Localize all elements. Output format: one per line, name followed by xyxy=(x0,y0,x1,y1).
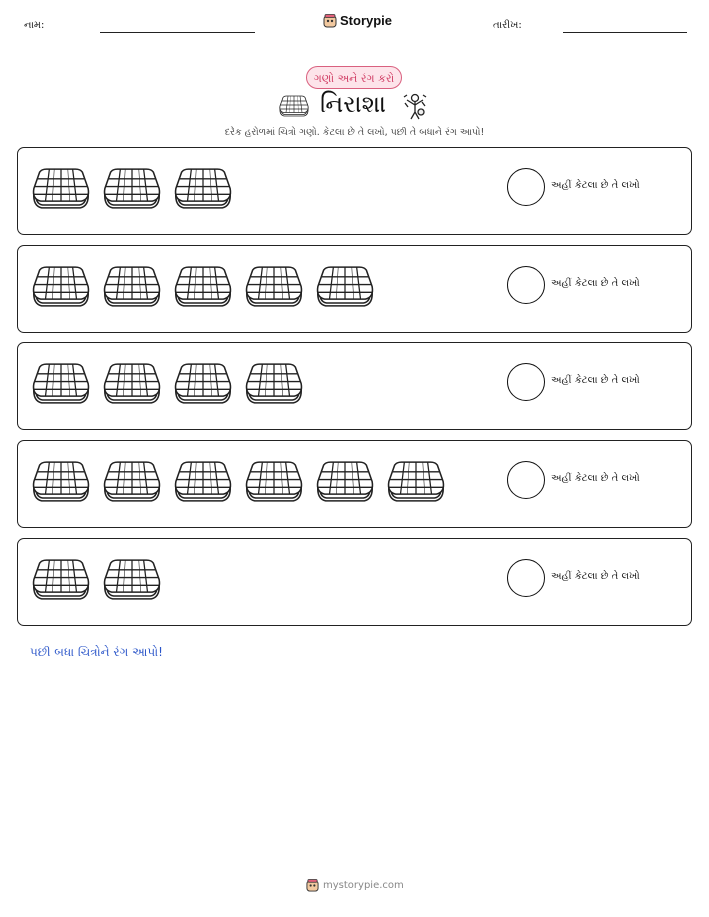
folded-blanket-icon xyxy=(101,460,163,503)
folded-blanket-icon xyxy=(314,265,376,308)
folded-blanket-icon xyxy=(30,558,92,601)
answer-circle[interactable] xyxy=(507,363,545,401)
picture-group xyxy=(30,167,234,210)
answer-circle[interactable] xyxy=(507,559,545,597)
date-label: તારીખ: xyxy=(493,20,522,31)
folded-blanket-icon xyxy=(278,95,310,117)
folded-blanket-icon xyxy=(101,167,163,210)
counting-row xyxy=(17,440,692,528)
folded-blanket-icon xyxy=(172,460,234,503)
folded-blanket-icon xyxy=(243,265,305,308)
site-footer xyxy=(306,879,404,892)
folded-blanket-icon xyxy=(172,265,234,308)
sad-figure-icon xyxy=(402,93,428,121)
folded-blanket-icon xyxy=(314,460,376,503)
counting-row xyxy=(17,245,692,333)
answer-prompt: અહીં કેટલા છે તે લખો xyxy=(551,473,640,484)
answer-prompt: અહીં કેટલા છે તે લખો xyxy=(551,180,640,191)
picture-group xyxy=(30,558,163,601)
answer-circle[interactable] xyxy=(507,266,545,304)
answer-circle[interactable] xyxy=(507,461,545,499)
folded-blanket-icon xyxy=(243,460,305,503)
brand-name: Storypie xyxy=(340,13,393,28)
activity-badge: ગણો અને રંગ કરો xyxy=(306,66,402,89)
answer-prompt: અહીં કેટલા છે તે લખો xyxy=(551,375,640,386)
counting-row xyxy=(17,342,692,430)
folded-blanket-icon xyxy=(172,362,234,405)
folded-blanket-icon xyxy=(30,167,92,210)
folded-blanket-icon xyxy=(172,167,234,210)
title-row xyxy=(0,91,709,121)
picture-group xyxy=(30,265,376,308)
answer-prompt: અહીં કેટલા છે તે લખો xyxy=(551,571,640,582)
storypie-mascot-icon xyxy=(306,879,319,892)
storypie-mascot-icon xyxy=(323,14,337,28)
folded-blanket-icon xyxy=(243,362,305,405)
folded-blanket-icon xyxy=(30,362,92,405)
folded-blanket-icon xyxy=(101,265,163,308)
name-line[interactable] xyxy=(100,32,255,33)
folded-blanket-icon xyxy=(101,558,163,601)
counting-row xyxy=(17,147,692,235)
footer-instruction: પછી બધા ચિત્રોને રંગ આપો! xyxy=(30,645,163,659)
picture-group xyxy=(30,362,305,405)
page-title: નિરાશા xyxy=(320,90,386,118)
date-line[interactable] xyxy=(563,32,687,33)
folded-blanket-icon xyxy=(101,362,163,405)
site-url: mystorypie.com xyxy=(323,880,404,891)
folded-blanket-icon xyxy=(385,460,447,503)
instructions: દરેક હરોળમાં ચિત્રો ગણો. કેટલા છે તે લખો, પછી તે બધાને રંગ આપો! xyxy=(224,127,485,138)
brand-logo xyxy=(323,13,392,28)
picture-group xyxy=(30,460,447,503)
answer-circle[interactable] xyxy=(507,168,545,206)
answer-prompt: અહીં કેટલા છે તે લખો xyxy=(551,278,640,289)
folded-blanket-icon xyxy=(30,460,92,503)
folded-blanket-icon xyxy=(30,265,92,308)
name-label: નામ: xyxy=(24,20,45,31)
counting-row xyxy=(17,538,692,626)
